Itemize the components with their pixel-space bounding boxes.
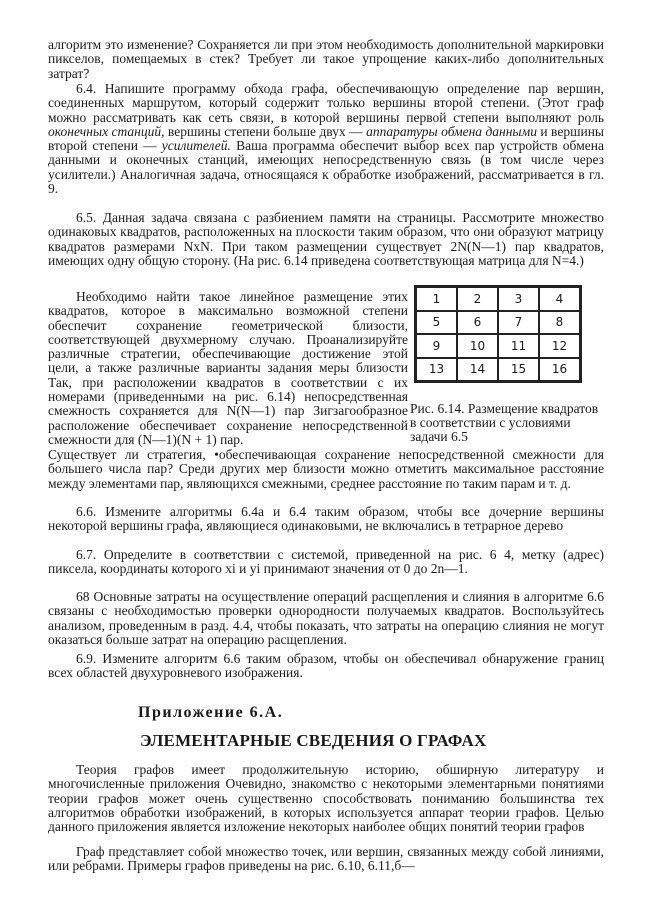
grid-cell: 15 <box>498 358 539 382</box>
grid-cell: 8 <box>539 311 580 335</box>
grid-cell: 11 <box>498 334 539 358</box>
exercise-6-7: 6.7. Определите в соответствии с системой, приведенной на рис. 6 4, метку (адрес) пиксела, координаты которого xi и yi принимают значения от 0 до 2n—1. <box>48 547 604 577</box>
grid-cell: 7 <box>498 311 539 335</box>
exercise-6-4 <box>48 82 604 196</box>
exercise-6-9: 6.9. Измените алгоритм 6.6 таким образом, чтобы он обеспечивал обнаружение границ всех областей двухуровневого изображения. <box>48 651 604 681</box>
ex64-term-amplifiers: усилителей. <box>161 138 231 154</box>
ex64-term-data-exchange: аппаратуры обмена данными <box>366 123 537 139</box>
grid-cell: 16 <box>539 358 580 382</box>
grid-cell: 14 <box>457 358 498 382</box>
exercise-6-8: 68 Основные затраты на осуществление операций расщепления и слияния в алгоритме 6.6 связаны с необходимостью проверки однородности получаемых квадратов. Воспользуйтесь анализом, проведенным в разд. 4.4, чтобы показать, что затраты на операцию слияния не могут оказаться больше затрат на операцию расщепления. <box>48 589 604 647</box>
exercise-6-5-wrapped: Необходимо найти такое линейное размещение этих квадратов, которое в максимально возможной степени обеспечит сохранение геометрической близости, соответствующей двухмерному случаю. Проанализируйте различные стратегии, обеспечивающие достижение этой цели, а также различные варианты задания меры близости Так, при расположении квадратов в соответствии с их номерами (приведенными на рис. 6.14) непосредственная смежность сохраняется для N(N—1) пар Зигзагообразное расположение обеспечивает сохранение непосредственной смежности для (N—1)(N + 1) пар. <box>48 289 408 447</box>
ex64-term-terminal-stations: оконечных станций, <box>48 123 165 139</box>
appendix-paragraph-2: Граф представляет собой множество точек, или вершин, связанных между собой линиями, или ребрами. Примеры графов приведены на рис. 6.10, 6.11,б— <box>48 844 604 874</box>
ex64-part-b: вершины степени больше двух — <box>164 123 367 139</box>
appendix-subtitle: ЭЛЕМЕНТАРНЫЕ СВЕДЕНИЯ О ГРАФАХ <box>140 731 487 750</box>
grid-cell: 2 <box>457 287 498 311</box>
grid-cell: 13 <box>416 358 457 382</box>
grid-cell: 12 <box>539 334 580 358</box>
appendix-title: Приложение 6.А. <box>138 704 284 721</box>
ex64-part-c: и вершины второй степени — <box>48 123 604 154</box>
grid-cell: 1 <box>416 287 457 311</box>
grid-cell: 6 <box>457 311 498 335</box>
ex64-part-a: 6.4. Напишите программу обхода графа, обеспечивающую определение пар вершин, соединенных маршрутом, который содержит только вершины второй степени. (Этот граф можно рассматривать как сеть связи, в которой вершины первой степени выполняют роль <box>48 81 604 125</box>
grid-cell: 3 <box>498 287 539 311</box>
exercise-6-5-intro: 6.5. Данная задача связана с разбиением памяти на страницы. Рассмотрите множество одинаковых квадратов, расположенных на плоскости таким образом, что они образуют матрицу квадратов размерами NxN. При таком размещении существует 2N(N—1) пар квадратов, имеющих одну общую сторону. (На рис. 6.14 приведена соответствующая матрица для N=4.) <box>48 210 604 268</box>
grid-cell: 10 <box>457 334 498 358</box>
figure-6-14-grid <box>414 285 582 383</box>
ex64-part-d: Ваша программа обеспечит выбор всех пар устройств обмена данными и оконечных станций, имеющих непосредственную связь (в том числе через усилители.) Аналогичная задача, относящаяся к обработке изображений, рассматривается в гл. 9. <box>48 138 604 197</box>
grid-cell: 9 <box>416 334 457 358</box>
exercise-6-6: 6.6. Измените алгоритмы 6.4а и 6.4 таким образом, чтобы все дочерние вершины некоторой вершины графа, являющиеся одинаковыми, не включались в тетрарное дерево <box>48 504 604 534</box>
grid-cell: 5 <box>416 311 457 335</box>
exercise-6-5-tail: Существует ли стратегия, •обеспечивающая сохранение непосредственной смежности для большего числа пар? Среди других мер близости можно отметить максимальное расстояние между элементами пар, являющихся смежными, среднее расстояние по таким парам и т. д. <box>48 447 604 491</box>
appendix-paragraph-1: Теория графов имеет продолжительную историю, обширную литературу и многочисленные приложения Очевидно, знакомство с некоторыми элементарньми понятиями теории графов может очень существенно способствовать пониманию большинства тех алгоритмов обработки изображений, в которых используется аппарат теории графов. Целью данного приложения является изложение некоторых наиболее общих понятий теории графов <box>48 762 604 835</box>
figure-caption: Рис. 6.14. Размещение квадратов в соответствии с условиями задачи 6.5 <box>410 401 599 444</box>
top-paragraph: алгоритм это изменение? Сохраняется ли при этом необходимость дополнительной маркировки пикселов, помещаемых в стек? Требует ли такое упрощение каких-либо дополнительных затрат? <box>48 37 604 81</box>
grid-cell: 4 <box>539 287 580 311</box>
